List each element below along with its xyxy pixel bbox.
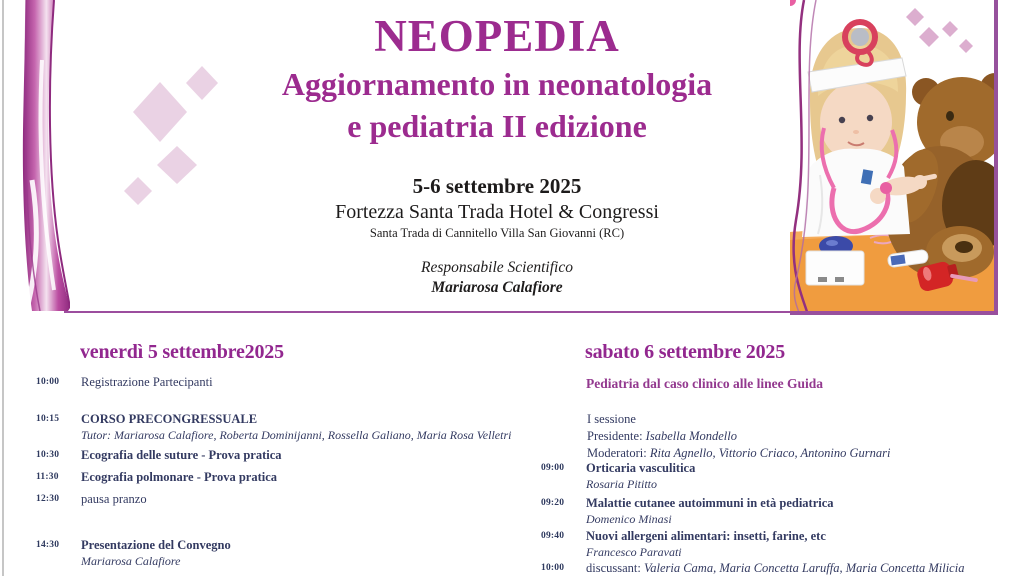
item-title: pausa pranzo xyxy=(81,492,147,506)
item-time: 09:00 xyxy=(541,463,565,473)
item-time: 09:20 xyxy=(541,498,565,508)
item-time: 09:40 xyxy=(541,531,565,541)
item-title: CORSO PRECONGRESSUALE xyxy=(81,412,258,426)
event-venue-detail: Santa Trada di Cannitello Villa San Giovanni (RC) xyxy=(369,226,625,240)
track-subtitle: Pediatria dal caso clinico alle linee Guida xyxy=(586,376,823,391)
item-title: Ecografia delle suture - Prova pratica xyxy=(81,448,282,462)
item-title: Ecografia polmonare - Prova pratica xyxy=(81,470,278,484)
scientific-lead-name: Mariarosa Calafiore xyxy=(431,279,563,296)
item-speaker: Francesco Paravati xyxy=(586,545,682,559)
schedule-item xyxy=(36,412,533,442)
scientific-lead-label: Responsabile Scientifico xyxy=(421,259,573,276)
schedule-item xyxy=(36,538,533,568)
item-title: Malattie cutanee autoimmuni in età pediatrica xyxy=(586,496,834,510)
session-intro-line: I sessione xyxy=(587,412,636,426)
page-subtitle-line1: Aggiornamento in neonatologia xyxy=(281,66,713,102)
schedule-item xyxy=(541,561,1021,576)
item-speaker: Mariarosa Calafiore xyxy=(81,554,181,568)
day-title: sabato 6 settembre 2025 xyxy=(585,341,785,363)
item-time: 10:00 xyxy=(36,377,60,387)
event-dates: 5-6 settembre 2025 xyxy=(412,174,582,198)
item-time: 10:15 xyxy=(36,414,60,424)
schedule-item xyxy=(541,461,1021,491)
item-time: 10:30 xyxy=(36,450,60,460)
page-title: NEOPEDIA xyxy=(374,11,620,61)
item-title: Presentazione del Convegno xyxy=(81,538,231,552)
item-title: discussant: Valeria Cama, Maria Concetta Laruffa, Maria Concetta Milicia xyxy=(586,561,965,575)
item-speaker: Rosaria Pititto xyxy=(586,477,658,491)
schedule-item xyxy=(541,496,1021,526)
item-title: Nuovi allergeni alimentari: insetti, farine, etc xyxy=(586,529,826,543)
page-edge-line xyxy=(2,0,4,576)
session-intro xyxy=(587,411,890,462)
schedule-item xyxy=(36,448,533,463)
schedule-item xyxy=(541,529,1021,559)
page-subtitle-line2: e pediatria II edizione xyxy=(347,108,647,144)
schedule-item xyxy=(36,470,533,485)
item-time: 10:00 xyxy=(541,563,565,573)
session-intro-line: Moderatori: Rita Agnello, Vittorio Criaco, Antonino Gurnari xyxy=(587,446,891,460)
item-time: 11:30 xyxy=(36,472,59,482)
item-title: Registrazione Partecipanti xyxy=(81,375,213,389)
item-title: Orticaria vasculitica xyxy=(586,461,696,475)
schedule-day-friday xyxy=(36,0,533,576)
schedule-item xyxy=(36,492,533,507)
item-time: 12:30 xyxy=(36,494,60,504)
schedule-item xyxy=(36,375,533,390)
event-venue: Fortezza Santa Trada Hotel & Congressi xyxy=(335,201,659,223)
day-title: venerdì 5 settembre2025 xyxy=(80,341,284,363)
item-time: 14:30 xyxy=(36,540,60,550)
schedule-day-saturday xyxy=(541,0,1021,576)
item-speaker: Tutor: Mariarosa Calafiore, Roberta Dominijanni, Rossella Galiano, Maria Rosa Velletri xyxy=(81,428,512,442)
item-speaker: Domenico Minasi xyxy=(586,512,672,526)
session-intro-line: Presidente: Isabella Mondello xyxy=(587,429,737,443)
